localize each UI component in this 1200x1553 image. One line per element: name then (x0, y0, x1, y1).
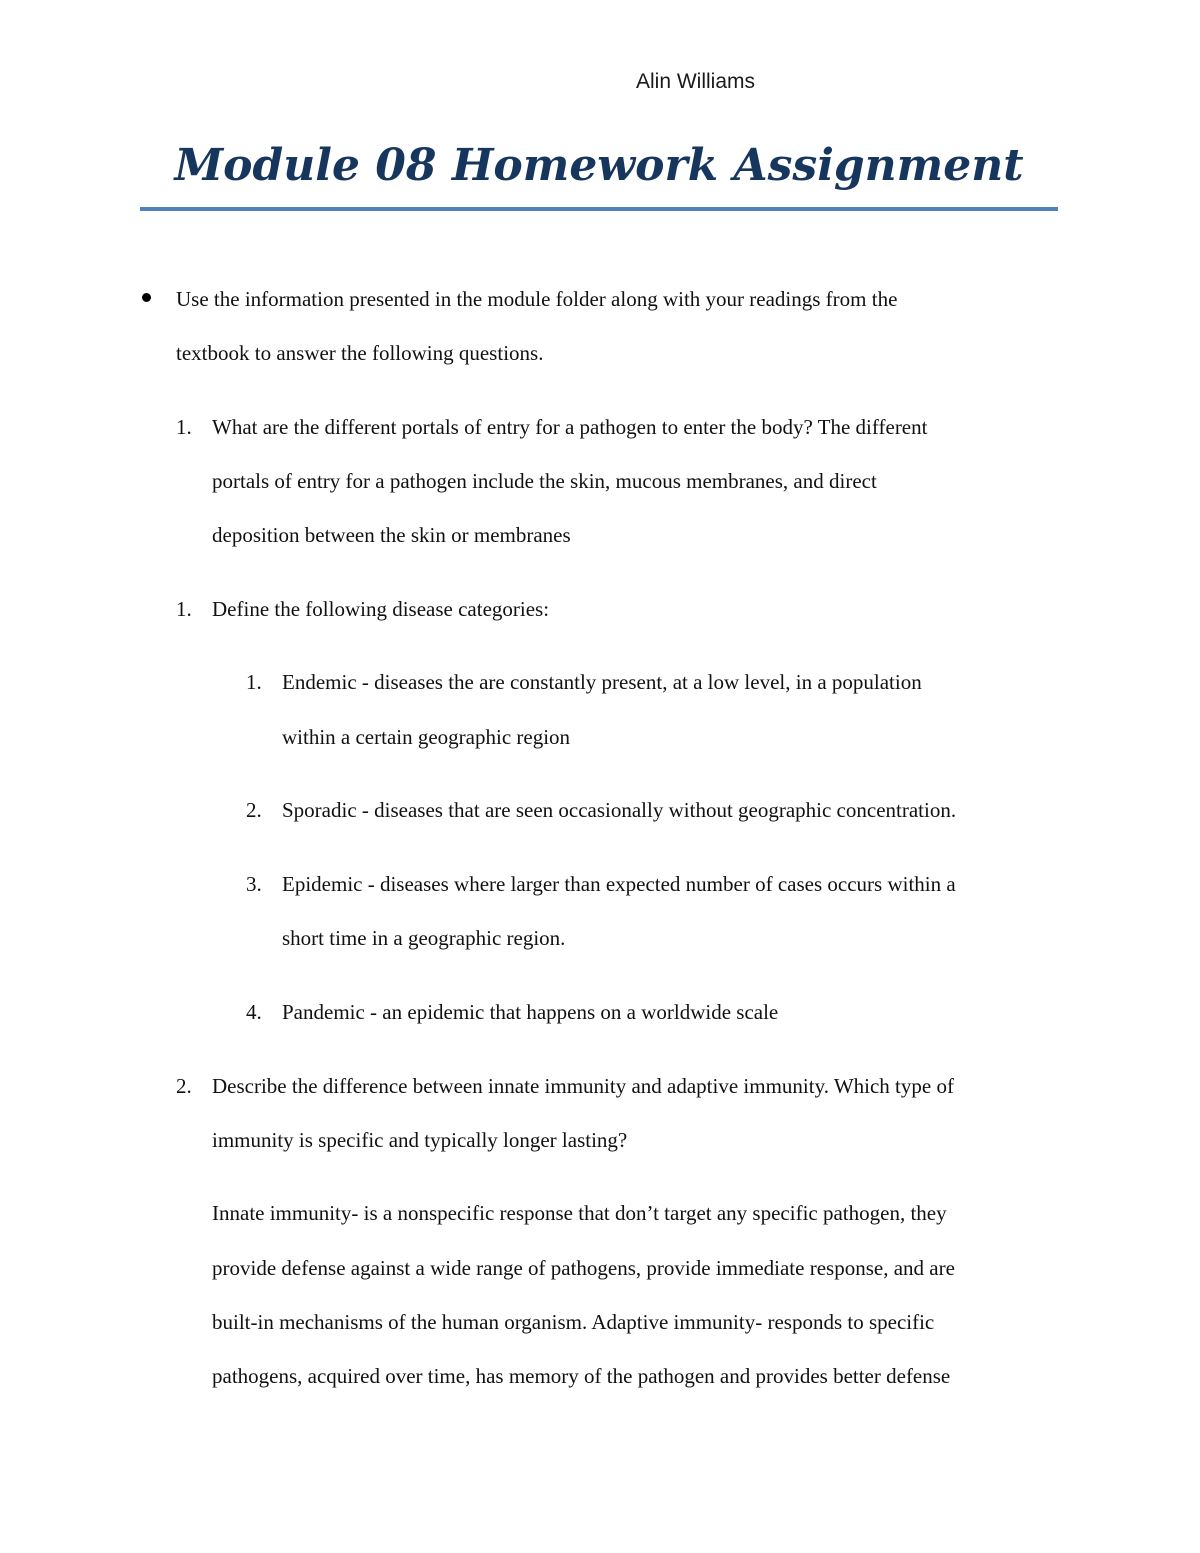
answer-line: pathogens, acquired over time, has memory of the pathogen and provides better defense (212, 1364, 951, 1388)
subitem-number: 3. (246, 872, 262, 896)
subitem-line: within a certain geographic region (282, 725, 571, 749)
subitem-line: short time in a geographic region. (282, 926, 566, 950)
subitem-line: Epidemic - diseases where larger than expected number of cases occurs within a (282, 872, 956, 896)
bullet-icon (142, 293, 151, 302)
answer-line: provide defense against a wide range of pathogens, provide immediate response, and are (212, 1256, 955, 1280)
subitem-line: Sporadic - diseases that are seen occasionally without geographic concentration. (282, 798, 957, 822)
answer-line: built-in mechanisms of the human organism. Adaptive immunity- responds to specific (212, 1310, 935, 1334)
intro-line: Use the information presented in the module folder along with your readings from the (176, 287, 898, 311)
author-name: Alin Williams (636, 70, 756, 93)
answer-line: Innate immunity- is a nonspecific response that don’t target any specific pathogen, they (212, 1201, 947, 1225)
subitem-line: Pandemic - an epidemic that happens on a worldwide scale (282, 1000, 779, 1024)
question-number: 1. (176, 415, 192, 439)
question-line: immunity is specific and typically longer lasting? (212, 1128, 628, 1152)
subitem-number: 2. (246, 798, 262, 822)
question-number: 1. (176, 597, 192, 621)
answer-line: portals of entry for a pathogen include the skin, mucous membranes, and direct (212, 469, 877, 493)
subitem-line: Endemic - diseases the are constantly present, at a low level, in a population (282, 670, 922, 694)
subitem-number: 4. (246, 1000, 262, 1024)
question-number: 2. (176, 1074, 192, 1098)
subitem-number: 1. (246, 670, 262, 694)
page-title: Module 08 Homework Assignment (174, 140, 1024, 191)
question-line: Define the following disease categories: (212, 597, 550, 621)
question-line: What are the different portals of entry for a pathogen to enter the body? The different (212, 415, 928, 439)
question-line: Describe the difference between innate immunity and adaptive immunity. Which type of (212, 1074, 954, 1098)
answer-line: deposition between the skin or membranes (212, 523, 571, 547)
title-divider (140, 207, 1058, 211)
intro-line: textbook to answer the following questions. (176, 341, 544, 365)
